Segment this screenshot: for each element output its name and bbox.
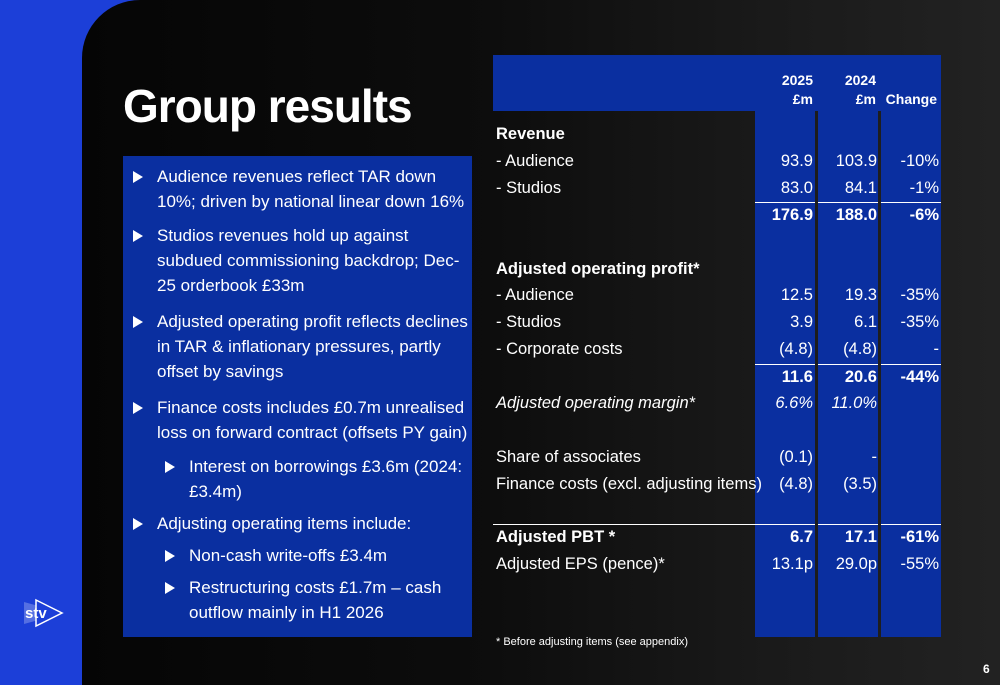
commentary-panel <box>123 156 472 637</box>
header-2024 <box>818 71 876 109</box>
cell-2025: 13.1p <box>771 555 813 573</box>
row-label: - Corporate costs <box>496 340 623 358</box>
cell-2025: (0.1) <box>779 448 813 466</box>
header-2025 <box>755 71 813 109</box>
cell-2024-total: 188.0 <box>835 206 877 224</box>
cell-change: - <box>933 340 939 358</box>
cell-2024: 11.0% <box>831 394 877 412</box>
bullet-arrow-icon <box>165 550 175 562</box>
row-label: - Audience <box>496 286 574 304</box>
bullet-text: Finance costs includes £0.7m unrealised loss on forward contract (offsets PY gain) <box>157 398 468 442</box>
bullet-arrow-icon <box>165 461 175 473</box>
cell-change: -35% <box>900 286 939 304</box>
cell-change: -10% <box>900 152 939 170</box>
cell-2025: 3.9 <box>790 313 813 331</box>
cell-2025: 6.6% <box>775 394 813 412</box>
page-title: Group results <box>123 80 412 132</box>
cell-2024: (4.8) <box>843 340 877 358</box>
cell-2024: (3.5) <box>843 475 877 493</box>
pbt-rule <box>818 524 878 525</box>
header-unit: £m <box>792 91 813 107</box>
bullet-text: Audience revenues reflect TAR down 10%; driven by national linear down 16% <box>157 167 465 211</box>
cell-2024-total: 20.6 <box>844 368 877 386</box>
cell-2025: (4.8) <box>779 340 813 358</box>
bullet-text: Studios revenues hold up against subdued commissioning backdrop; Dec-25 orderbook £33m <box>157 226 460 295</box>
sub-bullet-item <box>189 543 469 568</box>
row-label: - Audience <box>496 152 574 170</box>
row-label: Adjusted PBT * <box>496 528 616 546</box>
row-label: Revenue <box>496 125 565 143</box>
cell-2025: 83.0 <box>780 179 813 197</box>
bullet-text: Restructuring costs £1.7m – cash outflow mainly in H1 2026 <box>189 578 442 622</box>
header-change: Change <box>885 91 937 107</box>
cell-2024: 84.1 <box>844 179 877 197</box>
cell-2024: 103.9 <box>835 152 877 170</box>
pbt-rule <box>493 524 815 525</box>
page-number: 6 <box>983 662 990 676</box>
header-unit: £m <box>855 91 876 107</box>
logo-text: stv <box>25 605 47 622</box>
subtotal-rule <box>755 202 815 203</box>
footnote: * Before adjusting items (see appendix) <box>496 636 688 648</box>
row-label: - Studios <box>496 313 562 331</box>
header-year: 2025 <box>781 72 813 88</box>
cell-2025: 12.5 <box>780 286 813 304</box>
row-label: Adjusted EPS (pence)* <box>496 555 665 573</box>
row-label: Finance costs (excl. adjusting items) <box>496 475 762 493</box>
cell-2025-total: 11.6 <box>781 368 813 386</box>
cell-2025: (4.8) <box>779 475 813 493</box>
cell-change: -55% <box>900 555 939 573</box>
cell-change: -61% <box>900 528 939 546</box>
cell-change-total: -6% <box>909 206 939 224</box>
row-label: Share of associates <box>496 448 641 466</box>
bullet-text: Non-cash write-offs £3.4m <box>189 546 388 565</box>
subtotal-rule <box>755 364 815 365</box>
subtotal-rule <box>881 364 941 365</box>
sub-bullet-item <box>189 454 469 504</box>
bullet-arrow-icon <box>133 402 143 414</box>
cell-2025: 93.9 <box>780 152 813 170</box>
cell-2024: 6.1 <box>854 313 877 331</box>
bullet-item <box>157 309 469 384</box>
cell-change: -1% <box>909 179 939 197</box>
bullet-text: Adjusted operating profit reflects declines in TAR & inflationary pressures, partly offset by savings <box>157 312 468 381</box>
stv-logo <box>22 596 66 630</box>
cell-change-total: -44% <box>900 368 939 386</box>
bullet-arrow-icon <box>133 518 143 530</box>
header-year: 2024 <box>844 72 876 88</box>
sub-bullet-item <box>189 575 469 625</box>
cell-2024: 19.3 <box>844 286 877 304</box>
row-label: Adjusted operating margin* <box>496 394 696 412</box>
bullet-arrow-icon <box>133 230 143 242</box>
bullet-item <box>157 395 469 445</box>
cell-2025-total: 176.9 <box>771 206 813 224</box>
subtotal-rule <box>881 202 941 203</box>
row-label: Adjusted operating profit* <box>496 260 700 278</box>
bullet-arrow-icon <box>133 171 143 183</box>
subtotal-rule <box>818 202 878 203</box>
bullet-arrow-icon <box>165 582 175 594</box>
bullet-item <box>157 511 469 536</box>
bullet-item <box>157 223 469 298</box>
bullet-arrow-icon <box>133 316 143 328</box>
bullet-text: Interest on borrowings £3.6m (2024: £3.4m) <box>189 457 463 501</box>
cell-2025: 6.7 <box>790 528 813 546</box>
bullet-item <box>157 164 469 214</box>
subtotal-rule <box>818 364 878 365</box>
cell-2024: - <box>871 448 877 466</box>
cell-change: -35% <box>900 313 939 331</box>
cell-2024: 29.0p <box>835 555 877 573</box>
row-label: - Studios <box>496 179 562 197</box>
bullet-text: Adjusting operating items include: <box>157 514 412 533</box>
pbt-rule <box>881 524 941 525</box>
cell-2024: 17.1 <box>844 528 877 546</box>
